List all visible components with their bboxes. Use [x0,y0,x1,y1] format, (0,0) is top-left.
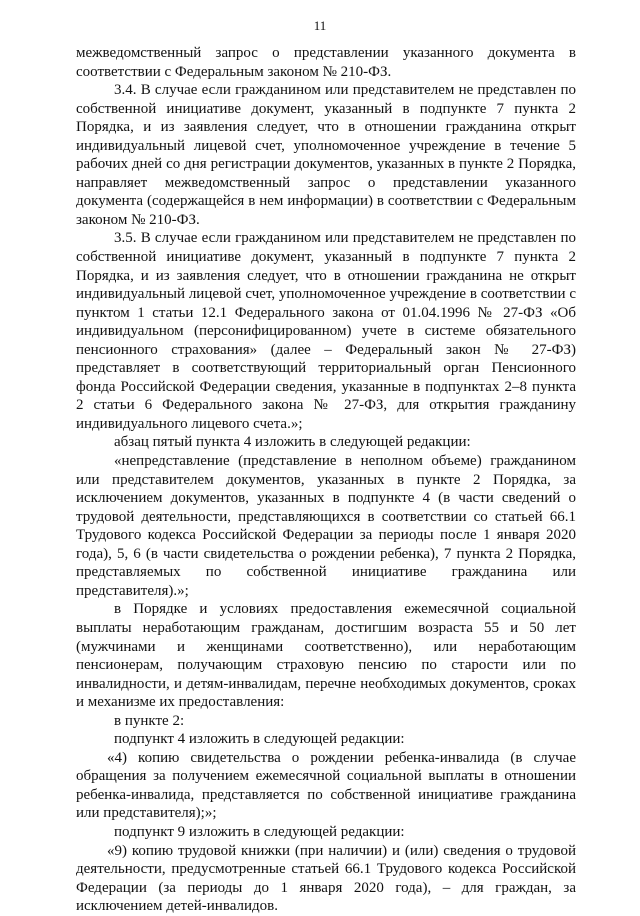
paragraph-subpoint-4-text: «4) копию свидетельства о рождении ребенка-инвалида (в случае обращения за получением ежемесячной социальной выплаты в отношении ребенка-инвалида, представляется по собственной инициативе гражданина или представителя);»; [76,749,576,822]
paragraph-3-4: 3.4. В случае если гражданином или представителем не представлен по собственной инициативе документ, указанный в подпункте 7 пункта 2 Порядка, и из заявления следует, что в отношении гражданина открыт индивидуальный лицевой счет, уполномоченное учреждение в течение 5 рабочих дней со дня регистрации документов, указанных в пункте 2 Порядка, направляет межведомственный запрос о представлении указанного документа (содержащейся в нем информации) в соответствии с Федеральным законом № 210-ФЗ. [76,82,576,228]
paragraph-3-5: 3.5. В случае если гражданином или представителем не представлен по собственной инициативе документ, указанный в подпункте 7 пункта 2 Порядка, и из заявления следует, что в отношении гражданина не открыт индивидуальный лицевой счет, уполномоченное учреждение в соответствии с пунктом 1 статьи 12.1 Федерального закона от 01.04.1996 № 27-ФЗ «Об индивидуальном (персонифицированном) учете в системе обязательного пенсионного страхования» (далее – Федеральный закон № 27-ФЗ) представляет в соответствующий территориальный орган Пенсионного фонда Российской Федерации сведения, указанные в подпунктах 2–8 пункта 2 статьи 6 Федерального закона № 27-ФЗ, для открытия гражданину индивидуального лицевого счета.»; [76,230,576,432]
paragraph-in-point-2: в пункте 2: [114,712,185,729]
paragraph-subpoint-9-text: «9) копию трудовой книжки (при наличии) и (или) сведения о трудовой деятельности, предусмотренные статьей 66.1 Трудового кодекса Российской Федерации (за периоды до 1 января 2020 года), – для граждан, за исключением детей-инвалидов. [76,842,576,915]
paragraph-subpoint-9-intro: подпункт 9 изложить в следующей редакции: [114,823,405,840]
paragraph-amend-point-4: абзац пятый пункта 4 изложить в следующей редакции: [114,434,471,451]
paragraph-nonsubmission-quote: «непредставление (представление в неполном объеме) гражданином или представителем документов, указанных в пункте 2 Порядка, за исключением документов, указанных в подпункте 4 (в части сведений о трудовой деятельности, представляющихся в соответствии со статьей 66.1 Трудового кодекса Российской Федерации за периоды после 1 января 2020 года), 5, 6 (в части свидетельства о рождении ребенка), 7 пункта 2 Порядка, представляемых по собственной инициативе гражданина или представителя).»; [76,453,576,599]
paragraph-procedure-conditions: в Порядке и условиях предоставления ежемесячной социальной выплаты неработающим гражданам, достигшим возраста 55 и 50 лет (мужчинами и женщинами соответственно), или неработающим пенсионерам, получающим страховую пенсию по старости или по инвалидности, и детям-инвалидам, перечне необходимых документов, сроках и механизме их предоставления: [76,601,576,711]
page-number: 11 [313,18,327,33]
paragraph-request-continuation: межведомственный запрос о представлении указанного документа в соответствии с Федеральным законом № 210-ФЗ. [76,45,576,80]
document-body [76,44,576,916]
paragraph-subpoint-4-intro: подпункт 4 изложить в следующей редакции: [114,731,405,748]
